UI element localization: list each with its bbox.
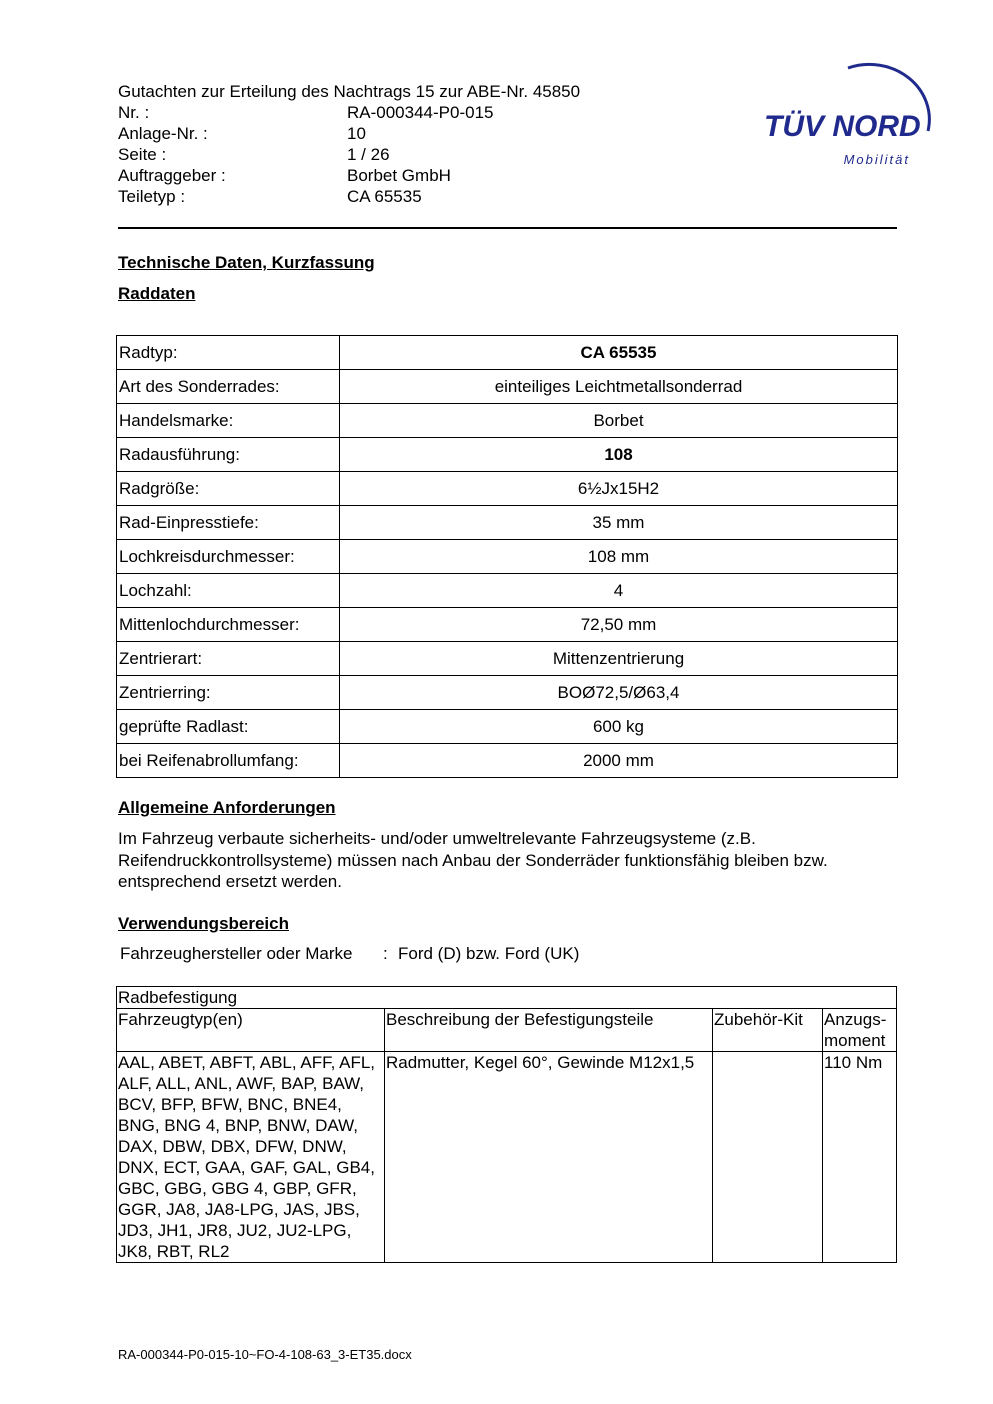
cell-label: bei Reifenabrollumfang: xyxy=(117,744,340,778)
verwendung-value: Ford (D) bzw. Ford (UK) xyxy=(398,944,580,963)
cell-label: Lochkreisdurchmesser: xyxy=(117,540,340,574)
table-row xyxy=(117,438,898,472)
logo-arc-icon xyxy=(760,56,940,171)
cell-label: Zentrierring: xyxy=(117,676,340,710)
table-row xyxy=(117,404,898,438)
cell-label: Radgröße: xyxy=(117,472,340,506)
cell-value: 2000 mm xyxy=(340,744,898,778)
cell-value: einteiliges Leichtmetallsonderrad xyxy=(340,370,898,404)
document-title: Gutachten zur Erteilung des Nachtrags 15 zur ABE-Nr. 45850 xyxy=(118,82,581,101)
table-row xyxy=(117,540,898,574)
table-row xyxy=(117,506,898,540)
header-value-seite: 1 / 26 xyxy=(347,145,390,164)
header-label-teiletyp: Teiletyp : xyxy=(118,187,186,206)
cell-value: Borbet xyxy=(340,404,898,438)
header-divider xyxy=(118,227,897,229)
header-zubehoer-kit: Zubehör-Kit xyxy=(713,1009,823,1052)
cell-value: 4 xyxy=(340,574,898,608)
header-value-teiletyp: CA 65535 xyxy=(347,187,422,206)
cell-value: 108 xyxy=(340,438,898,472)
table-row xyxy=(117,574,898,608)
cell-label: Lochzahl: xyxy=(117,574,340,608)
header-value-auftraggeber: Borbet GmbH xyxy=(347,166,451,185)
cell-beschreibung: Radmutter, Kegel 60°, Gewinde M12x1,5 xyxy=(385,1052,713,1263)
cell-fahrzeugtypen: AAL, ABET, ABFT, ABL, AFF, AFL, ALF, ALL, ANL, AWF, BAP, BAW, BCV, BFP, BFW, BNC, BNE4, BNG, BNG 4, BNP, BNW, DAW, DAX, DBW, DBX, DFW, DNW, DNX, ECT, GAA, GAF, GAL, GB4, GBC, GBG, GBG 4, GBP, GFR, GGR, JA8, JA8-LPG, JAS, JBS, JD3, JH1, JR8, JU2, JU2-LPG, JK8, RBT, RL2 xyxy=(117,1052,385,1263)
table-row xyxy=(117,744,898,778)
cell-value: BOØ72,5/Ø63,4 xyxy=(340,676,898,710)
cell-label: Handelsmarke: xyxy=(117,404,340,438)
section-raddaten: Raddaten xyxy=(118,284,196,303)
tuv-nord-logo xyxy=(760,56,940,171)
cell-label: Rad-Einpresstiefe: xyxy=(117,506,340,540)
table-row xyxy=(117,472,898,506)
header-label-seite: Seite : xyxy=(118,145,167,164)
header-label-auftraggeber: Auftraggeber : xyxy=(118,166,226,185)
cell-value: 35 mm xyxy=(340,506,898,540)
cell-label: Mittenlochdurchmesser: xyxy=(117,608,340,642)
cell-anzugsmoment: 110 Nm xyxy=(823,1052,897,1263)
raddaten-table xyxy=(116,335,898,778)
cell-value: 108 mm xyxy=(340,540,898,574)
header-label-nr: Nr. : xyxy=(118,103,150,122)
table-row xyxy=(117,1052,897,1263)
header-beschreibung: Beschreibung der Befestigungsteile xyxy=(385,1009,713,1052)
table-row xyxy=(117,710,898,744)
section-technische-daten: Technische Daten, Kurzfassung xyxy=(118,253,375,272)
table-title-row xyxy=(117,987,897,1009)
cell-value: 600 kg xyxy=(340,710,898,744)
table-title: Radbefestigung xyxy=(117,987,897,1009)
table-header-row xyxy=(117,1009,897,1052)
section-allgemeine-anforderungen: Allgemeine Anforderungen xyxy=(118,798,336,817)
verwendung-label: Fahrzeughersteller oder Marke xyxy=(120,944,353,963)
footer-filename: RA-000344-P0-015-10~FO-4-108-63_3-ET35.docx xyxy=(118,1347,412,1362)
cell-label: Zentrierart: xyxy=(117,642,340,676)
cell-zubehoer-kit xyxy=(713,1052,823,1263)
verwendung-separator: : xyxy=(383,944,388,963)
header-fahrzeugtyp: Fahrzeugtyp(en) xyxy=(117,1009,385,1052)
radbefestigung-table xyxy=(116,986,897,1263)
table-row xyxy=(117,336,898,370)
table-row xyxy=(117,676,898,710)
logo-brand-text: TÜV NORD xyxy=(764,110,921,143)
cell-value: 6½Jx15H2 xyxy=(340,472,898,506)
table-row xyxy=(117,608,898,642)
cell-value: Mittenzentrierung xyxy=(340,642,898,676)
cell-label: Radausführung: xyxy=(117,438,340,472)
cell-label: geprüfte Radlast: xyxy=(117,710,340,744)
table-row xyxy=(117,370,898,404)
cell-value: 72,50 mm xyxy=(340,608,898,642)
logo-sub-text: Mobilität xyxy=(843,152,910,167)
header-value-anlage: 10 xyxy=(347,124,366,143)
cell-value: CA 65535 xyxy=(340,336,898,370)
cell-label: Radtyp: xyxy=(117,336,340,370)
table-row xyxy=(117,642,898,676)
header-anzugsmoment: Anzugs-moment xyxy=(823,1009,897,1052)
header-value-nr: RA-000344-P0-015 xyxy=(347,103,494,122)
header-label-anlage: Anlage-Nr. : xyxy=(118,124,208,143)
section-verwendungsbereich: Verwendungsbereich xyxy=(118,914,289,933)
cell-label: Art des Sonderrades: xyxy=(117,370,340,404)
allgemein-paragraph: Im Fahrzeug verbaute sicherheits- und/oder umweltrelevante Fahrzeugsysteme (z.B. Reifendruckkontrollsysteme) müssen nach Anbau der Sonderräder funktionsfähig bleiben bzw. entsprechend ersetzt werden. xyxy=(118,829,828,891)
